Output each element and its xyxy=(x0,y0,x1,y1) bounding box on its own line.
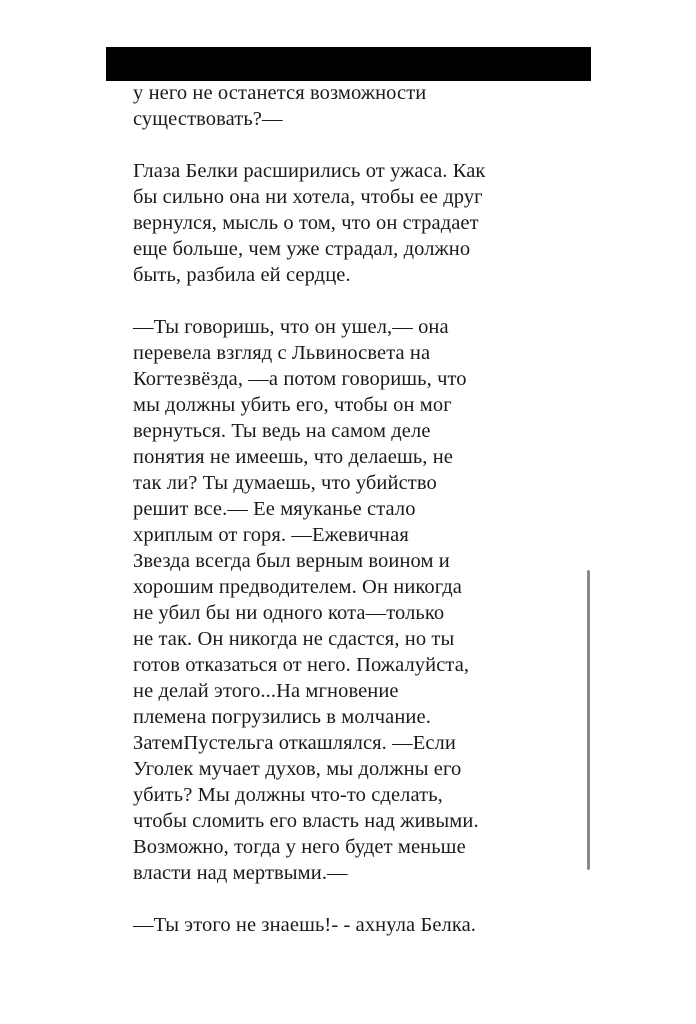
text-line: еще больше, чем уже страдал, должно xyxy=(133,238,471,260)
text-line: так ли? Ты думаешь, что убийство xyxy=(133,472,437,494)
text-line: хорошим предводителем. Он никогда xyxy=(133,576,462,598)
text-line: вернуться. Ты ведь на самом деле xyxy=(133,420,431,442)
text-line: Когтезвёзда, —а потом говоришь, что xyxy=(133,368,467,390)
paragraph xyxy=(133,314,573,886)
text-line: готов отказаться от него. Пожалуйста, xyxy=(133,654,470,676)
text-line: племена погрузились в молчание. xyxy=(133,706,431,728)
paragraph-spacer xyxy=(133,288,573,314)
paragraph-spacer xyxy=(133,132,573,158)
paragraph-spacer xyxy=(133,886,573,912)
text-line: хриплым от горя. —Ежевичная xyxy=(133,524,409,546)
reader-text-body[interactable] xyxy=(133,80,573,938)
text-line: убить? Мы должны что-то сделать, xyxy=(133,784,443,806)
text-line: понятия не имеешь, что делаешь, не xyxy=(133,446,454,468)
text-line: Глаза Белки расширились от ужаса. Как xyxy=(133,160,486,182)
text-line: не убил бы ни одного кота—только xyxy=(133,602,445,624)
text-line: власти над мертвыми.— xyxy=(133,862,348,884)
text-line: перевела взгляд с Львиносвета на xyxy=(133,342,431,364)
text-line: вернулся, мысль о том, что он страдает xyxy=(133,212,479,234)
text-line: —Ты говоришь, что он ушел,— она xyxy=(133,316,449,338)
text-line: ЗатемПустельга откашлялся. —Если xyxy=(133,732,456,754)
paragraph xyxy=(133,80,573,132)
text-line: чтобы сломить его власть над живыми. xyxy=(133,810,479,832)
text-line: Уголек мучает духов, мы должны его xyxy=(133,758,462,780)
vertical-scrollbar[interactable] xyxy=(587,570,590,870)
text-line: не так. Он никогда не сдастся, но ты xyxy=(133,628,455,650)
paragraph xyxy=(133,912,573,938)
text-line: бы сильно она ни хотела, чтобы ее друг xyxy=(133,186,483,208)
text-line: у него не останется возможности xyxy=(133,82,427,104)
text-line: Звезда всегда был верным воином и xyxy=(133,550,450,572)
text-line: —Ты этого не знаешь!- - ахнула Белка. xyxy=(133,914,477,936)
text-line: быть, разбила ей сердце. xyxy=(133,264,351,286)
paragraph xyxy=(133,158,573,288)
text-line: не делай этого...На мгновение xyxy=(133,680,399,702)
text-line: мы должны убить его, чтобы он мог xyxy=(133,394,452,416)
text-line: Возможно, тогда у него будет меньше xyxy=(133,836,466,858)
text-line: существовать?— xyxy=(133,108,283,130)
text-line: решит все.— Ее мяуканье стало xyxy=(133,498,416,520)
redacted-header-bar xyxy=(106,47,591,81)
